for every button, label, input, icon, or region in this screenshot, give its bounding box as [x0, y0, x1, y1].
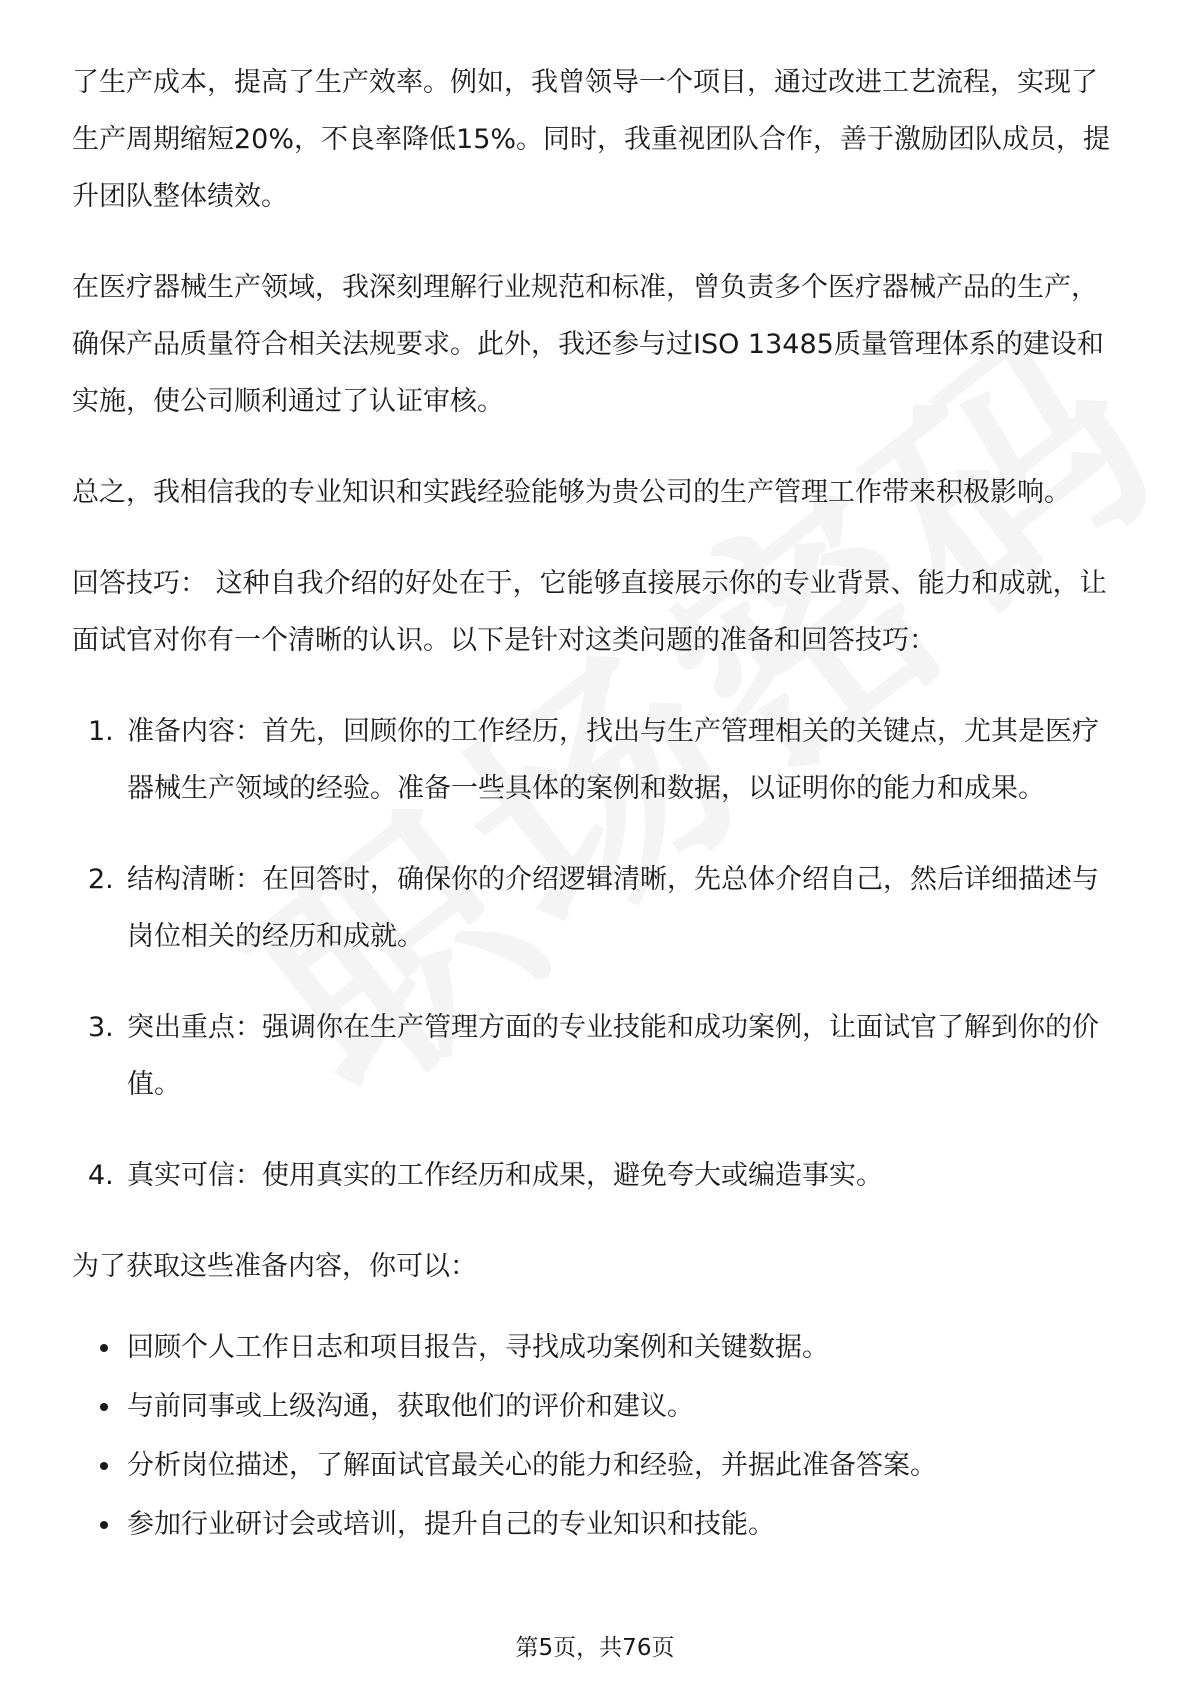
- list-item: [72, 851, 1122, 965]
- list-item: [72, 999, 1122, 1113]
- list-item-number: 1.: [88, 716, 114, 747]
- bullet-icon: [100, 1344, 108, 1352]
- preparation-bullet-list: [72, 1319, 1122, 1553]
- list-item-text: 结构清晰：在回答时，确保你的介绍逻辑清晰，先总体介绍自己，然后详细描述与岗位相关的经历和成就。: [127, 864, 1099, 952]
- page-number-footer: 第5页，共76页: [515, 1635, 675, 1661]
- list-item-number: 4.: [88, 1160, 114, 1191]
- list-item: [72, 703, 1122, 817]
- paragraph-bullets-intro: 为了获取这些准备内容，你可以：: [72, 1251, 477, 1282]
- list-item: [72, 1147, 1122, 1204]
- paragraph-medical-device-experience: 在医疗器械生产领域，我深刻理解行业规范和标准，曾负责多个医疗器械产品的生产，确保产品质量符合相关法规要求。此外，我还参与过ISO 13485质量管理体系的建设和实施，使公司顺利通过了认证审核。: [72, 272, 1104, 417]
- bullet-icon: [100, 1403, 108, 1411]
- list-item: [72, 1319, 1122, 1376]
- tips-numbered-list: [72, 703, 1122, 1204]
- bullet-icon: [100, 1521, 108, 1529]
- list-item-text: 与前同事或上级沟通，获取他们的评价和建议。: [127, 1391, 694, 1422]
- paragraph-summary: 总之，我相信我的专业知识和实践经验能够为贵公司的生产管理工作带来积极影响。: [72, 477, 1071, 508]
- paragraph-answer-tips: 回答技巧： 这种自我介绍的好处在于，它能够直接展示你的专业背景、能力和成就，让面试官对你有一个清晰的认识。以下是针对这类问题的准备和回答技巧：: [72, 568, 1107, 656]
- list-item: [72, 1496, 1122, 1553]
- page-content: [72, 54, 1122, 1555]
- bullet-icon: [100, 1462, 108, 1470]
- list-item-number: 2.: [88, 864, 114, 895]
- list-item-text: 回顾个人工作日志和项目报告，寻找成功案例和关键数据。: [127, 1332, 829, 1363]
- list-item: [72, 1378, 1122, 1435]
- list-item-text: 参加行业研讨会或培训，提升自己的专业知识和技能。: [127, 1509, 775, 1540]
- list-item: [72, 1437, 1122, 1494]
- paragraph-production-efficiency: 了生产成本，提高了生产效率。例如，我曾领导一个项目，通过改进工艺流程，实现了生产周期缩短20%，不良率降低15%。同时，我重视团队合作，善于激励团队成员，提升团队整体绩效。: [72, 67, 1111, 212]
- list-item-text: 突出重点：强调你在生产管理方面的专业技能和成功案例，让面试官了解到你的价值。: [127, 1012, 1099, 1100]
- list-item-number: 3.: [88, 1012, 114, 1043]
- list-item-text: 分析岗位描述，了解面试官最关心的能力和经验，并据此准备答案。: [127, 1450, 937, 1481]
- list-item-text: 准备内容：首先，回顾你的工作经历，找出与生产管理相关的关键点，尤其是医疗器械生产领域的经验。准备一些具体的案例和数据，以证明你的能力和成果。: [127, 716, 1099, 804]
- list-item-text: 真实可信：使用真实的工作经历和成果，避免夸大或编造事实。: [127, 1160, 883, 1191]
